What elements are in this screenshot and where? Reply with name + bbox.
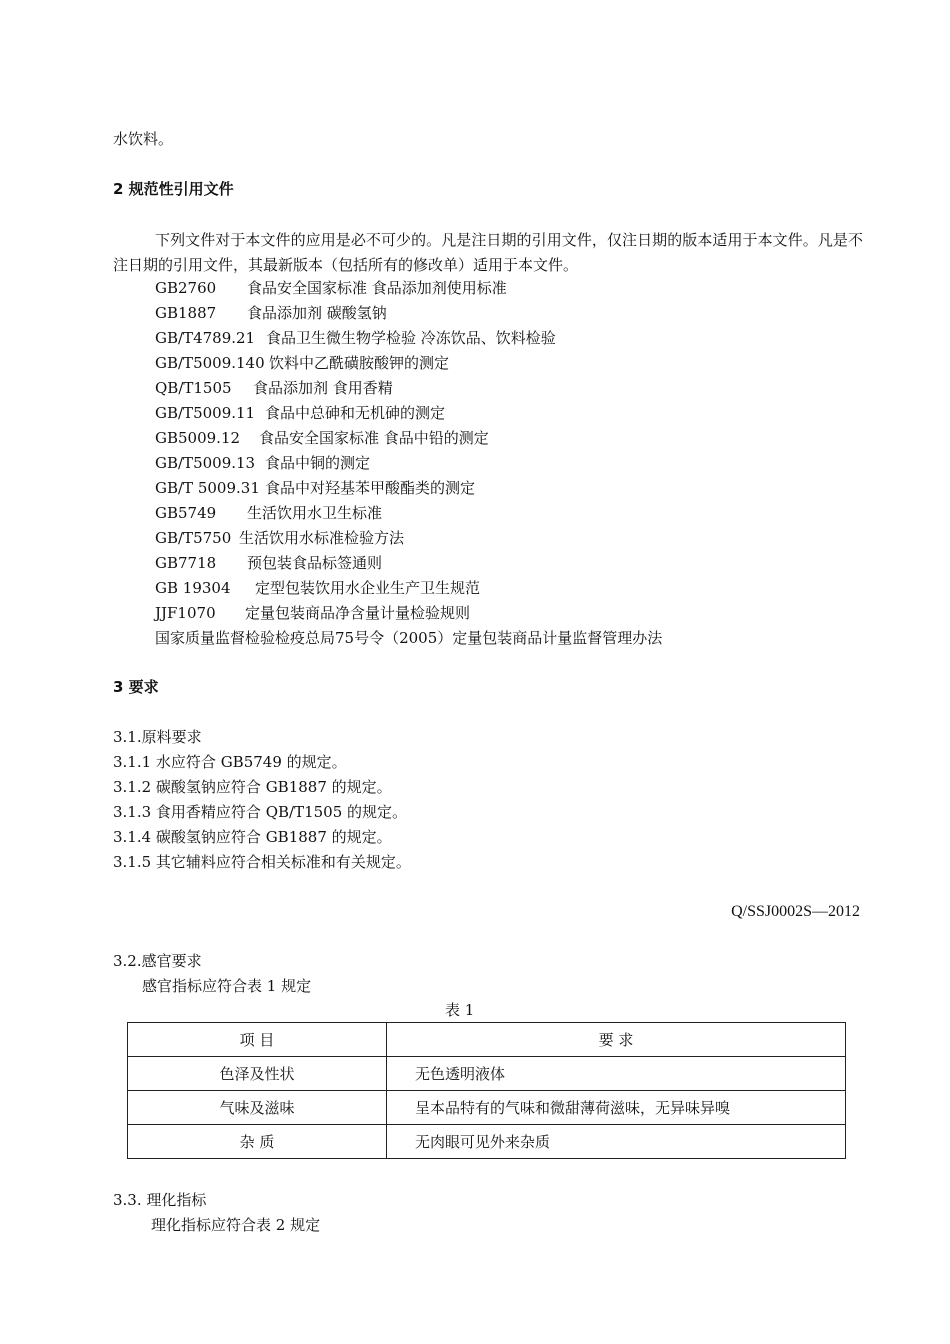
reference-title: 食品卫生微生物学检验 冷冻饮品、饮料检验 (266, 329, 556, 347)
reference-title: 食品中铜的测定 (265, 454, 371, 472)
subsection-3-2-heading: 3.2.感官要求 (113, 952, 202, 970)
table-cell-item: 色泽及性状 (128, 1057, 387, 1091)
reference-title: 定型包装饮用水企业生产卫生规范 (255, 579, 481, 597)
reference-item (155, 428, 489, 448)
reference-title: 食品中对羟基苯甲酸酯类的测定 (265, 479, 476, 497)
requirement-item: 3.1.5 其它辅料应符合相关标准和有关规定。 (113, 853, 411, 871)
requirement-item: 3.1.1 水应符合 GB5749 的规定。 (113, 753, 347, 771)
reference-item (155, 503, 382, 523)
reference-title: 食品安全国家标准 食品添加剂使用标准 (247, 279, 507, 297)
reference-item (155, 353, 449, 373)
reference-item-decree: 国家质量监督检验检疫总局75号令（2005）定量包装商品计量监督管理办法 (155, 629, 663, 647)
reference-title: 饮料中乙酰磺胺酸钾的测定 (269, 354, 450, 372)
section-2-paragraph: 下列文件对于本文件的应用是必不可少的。凡是注日期的引用文件，仅注日期的版本适用于本文件。凡是不注日期的引用文件，其最新版本（包括所有的修改单）适用于本文件。 (113, 231, 863, 274)
table-row (128, 1125, 846, 1159)
subsection-3-3-heading: 3.3. 理化指标 (113, 1191, 207, 1209)
reference-title: 食品中总砷和无机砷的测定 (265, 404, 446, 422)
reference-item (155, 403, 445, 423)
document-code: Q/SSJ0002S—2012 (731, 903, 860, 920)
reference-item (155, 528, 404, 548)
table-1 (127, 1022, 846, 1159)
reference-code: GB/T5009.140 (155, 354, 265, 372)
intro-tail-text: 水饮料。 (113, 130, 174, 148)
reference-code: GB5009.12 (155, 429, 241, 447)
table-cell-requirement: 无肉眼可见外来杂质 (387, 1125, 846, 1159)
requirement-item: 3.1.4 碳酸氢钠应符合 GB1887 的规定。 (113, 828, 392, 846)
reference-code: GB/T5009.11 (155, 404, 256, 422)
reference-title: 食品安全国家标准 食品中铅的测定 (259, 429, 489, 447)
reference-code: GB5749 (155, 504, 217, 522)
reference-item (155, 578, 480, 598)
subsection-3-2-text: 感官指标应符合表 1 规定 (142, 977, 312, 995)
table-cell-requirement: 呈本品特有的气味和微甜薄荷滋味，无异味异嗅 (387, 1091, 846, 1125)
table-row (128, 1057, 846, 1091)
section-2-heading: 2 规范性引用文件 (113, 180, 234, 198)
table-header-cell: 项 目 (128, 1023, 387, 1057)
reference-code: GB/T5750 (155, 529, 232, 547)
reference-item (155, 603, 470, 623)
reference-code: GB/T4789.21 (155, 329, 256, 347)
table-cell-item: 气味及滋味 (128, 1091, 387, 1125)
table-row (128, 1091, 846, 1125)
requirement-item: 3.1.2 碳酸氢钠应符合 GB1887 的规定。 (113, 778, 392, 796)
reference-title: 生活饮用水卫生标准 (247, 504, 383, 522)
reference-title: 定量包装商品净含量计量检验规则 (245, 604, 471, 622)
reference-code: GB7718 (155, 554, 217, 572)
subsection-3-1-heading: 3.1.原料要求 (113, 728, 202, 746)
reference-item (155, 378, 393, 398)
table-cell-item: 杂 质 (128, 1125, 387, 1159)
subsection-3-3-text: 理化指标应符合表 2 规定 (151, 1216, 321, 1234)
reference-title: 食品添加剂 碳酸氢钠 (247, 304, 387, 322)
reference-code: GB 19304 (155, 579, 231, 597)
reference-code: GB/T 5009.31 (155, 479, 260, 497)
reference-code: GB/T5009.13 (155, 454, 256, 472)
reference-title: 预包装食品标签通则 (247, 554, 383, 572)
table-header-row (128, 1023, 846, 1057)
reference-item (155, 328, 556, 348)
reference-title: 生活饮用水标准检验方法 (239, 529, 405, 547)
reference-code: GB2760 (155, 279, 217, 297)
requirement-item: 3.1.3 食用香精应符合 QB/T1505 的规定。 (113, 803, 408, 821)
reference-item (155, 553, 382, 573)
reference-item (155, 453, 370, 473)
reference-code: JJF1070 (155, 604, 216, 622)
reference-item (155, 478, 475, 498)
reference-code: GB1887 (155, 304, 217, 322)
section-3-heading: 3 要求 (113, 678, 159, 696)
reference-item (155, 278, 507, 298)
reference-item (155, 303, 387, 323)
reference-title: 食品添加剂 食用香精 (253, 379, 393, 397)
table-cell-requirement: 无色透明液体 (387, 1057, 846, 1091)
table-header-cell: 要 求 (387, 1023, 846, 1057)
table-1-caption: 表 1 (445, 1001, 475, 1019)
reference-code: QB/T1505 (155, 379, 232, 397)
